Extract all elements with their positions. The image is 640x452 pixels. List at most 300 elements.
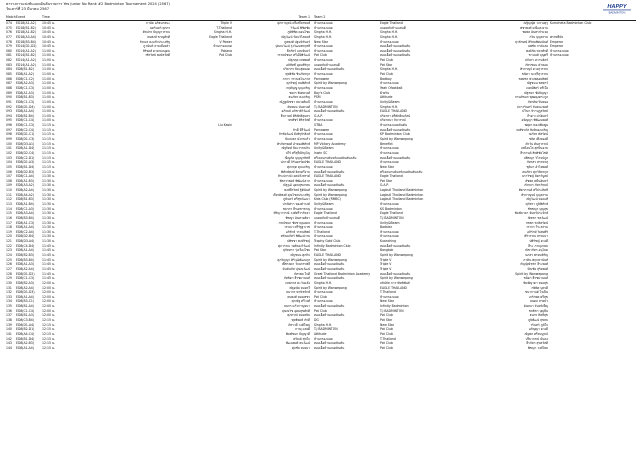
team2-player-a: เหมือนใจ สุกปิ่นฉาย [521,146,548,151]
match-time: 11:00 น. [42,62,55,67]
team1-player-b: ภากร วรรณธโนภาส [282,76,310,81]
team1-club-b: บ้านกรองแบด [314,99,333,104]
team2-club-a: Unity&Beam [380,220,400,225]
match-number: 122 [6,243,12,248]
team2-club-a: Pot Club [380,58,393,63]
team1-player-b: ธีรภาคย์ ศิริศักดิ์สุนทร [280,113,310,118]
team1-player-b: ธนภัทร คงเจริญ [288,95,310,100]
team2-club-a: Badboy [380,76,392,81]
team2-player-a: ชนากานต์ ใจเย็น [525,290,548,295]
team2-club-a: Logbull Thailand Badminton [380,192,424,197]
event-code: ED14(A1-A2) [16,48,36,53]
team2-club-a: Spirit by Wanwepong [380,276,413,281]
team1-club-b: Eagle Thailand [314,211,337,216]
team2-player-a: พิชญา วงศ์ไทย [527,345,548,350]
match-time: 11:00 น. [42,81,55,86]
team2-player-a: ภัทรดิษ ปิ่นทอง [527,99,548,104]
team2-player-a: ศุภัสรา ภูมิพิทักษ์ [525,201,548,206]
event-code: ED8(A1-A2) [16,72,34,77]
team1-club-b: Singha H.H. [314,30,333,35]
match-number: 092 [6,104,12,109]
match-number: 124 [6,253,12,258]
team1-player-b: ศรัณยภัทร์ พิพัฒน์วาย [280,234,310,239]
match-time: 11:45 น. [42,253,55,258]
team1-club-b: GTBA [314,123,323,128]
team1-player-b: ศุภวิญญา ศิริวุฒิพัฒนกุล [277,257,310,262]
match-number: 141 [6,331,12,336]
team2-club-a: Eagle Thailand [380,174,403,179]
match-time: 11:00 น. [42,53,55,58]
match-time: 11:15 น. [42,137,55,142]
team2-player-a: อนิญญา พิพัฒนพงศ์ [521,118,548,123]
team1-player-b: ศิริญาวรรณ์ วงศ์ศรีวรกิจจา [273,211,310,216]
match-time: 12:00 น. [42,285,55,290]
team2-player-a: ภีรดา เปาอินทร์ [527,113,548,118]
match-time: 11:30 น. [42,234,55,239]
event-code: ED8(A1-B3) [16,178,34,183]
event-code: ED8(B1-D4) [16,164,35,169]
match-time: 11:30 น. [42,192,55,197]
team1-player-b: ดิษยมน นันทวงศ์ [287,104,310,109]
match-number: 076 [6,30,12,35]
match-number: 123 [6,248,12,253]
team2-player-a: ปภังกร หวานจิตร์ [524,58,548,63]
team2-club-a: EAGLE THAILAND [380,285,407,290]
document-header [6,2,170,11]
team1-club-b: EAGLE THAILAND [314,160,341,165]
match-time: 11:15 น. [42,155,55,160]
event-code: ED18(B1-B2) [16,25,36,30]
team2-player-a: กัญญ์ณัชชา ธีระพงศ์ [520,262,548,267]
team1-player-b: พัฒนพงศ์ ธนวัฒน์ [285,341,310,346]
match-time: 11:30 น. [42,197,55,202]
match-number: 110 [6,188,12,193]
match-time: 10:45 น. [42,34,55,39]
match-time: 11:30 น. [42,188,55,193]
match-time: 12:00 น. [42,304,55,309]
event-code: ED8(C4-D4) [16,243,35,248]
match-number: 112 [6,197,12,202]
event-code: ED8(C1-C4) [16,118,35,123]
team2-club-a: Logbull Thailand Badminton [380,197,424,202]
team1-player-b: ณัฐดนัย ทองทวี [289,285,310,290]
team2-player-a: ณพัชรภัส สิงห์ทองเจริญ [516,127,548,132]
team2-club-b: บ้านกรองแบด [550,53,569,58]
match-time: 10:45 น. [42,30,55,35]
match-time: 11:15 น. [42,127,55,132]
team1-player-a: ศิลปกร ปัญญาวรรณ [142,30,170,35]
team2-player-a: ธีรกานต์ สิทธิชัยโชติ [520,150,548,155]
match-number: 128 [6,271,12,276]
match-number: 095 [6,118,12,123]
team1-player-b: พุทธิชัย ชินภัทรกุล [285,72,310,77]
team2-club-a: บ้านกรองแบด [380,150,399,155]
team1-club-b: Pot Club [314,294,327,299]
team2-club-a: New Star [380,322,395,327]
team1-club-b: Spirit by Wanwepong [314,188,347,193]
team2-player-a: ชยพชร พวงพลอยทิพย์ [518,76,548,81]
header-event: Event [16,15,26,19]
event-code: ED14(B1-B2) [16,53,36,58]
match-number: 088 [6,85,12,90]
match-time: 11:15 น. [42,132,55,137]
team1-club-b: EAGLE THAILAND [314,174,341,179]
team1-player-b: ปุณณวัฒน์ รุ่งวัฒนพรฤทธิ์ [275,44,310,49]
team2-club-a: บ้านกรองแบด [380,234,399,239]
team2-player-a: ปภาวรินทร์ จันทนะพงศ์ [516,104,548,109]
match-number: 104 [6,160,12,165]
team2-player-a: ธนภัทร ศุภวิจิตรกุล [522,169,548,174]
header-team2: Team 2 [314,15,326,19]
team1-player-a: สิริพงษ์ ดวงกมลอุดม [142,48,170,53]
team1-player-b: ปาณิศรา ทองคำวงค์ [282,201,310,206]
team2-player-a: กวิน บุญธรรม [529,34,548,39]
team1-player-b: ภูตพงศ์ ปฐมนิรันดร์ [284,39,310,44]
match-number: 109 [6,183,12,188]
team2-player-a: ปวีณา จิรานุกูลวิทย์ [522,109,548,114]
match-time: 11:15 น. [42,160,55,165]
team1-club-a: Pot Club [219,53,232,58]
team1-club-b: Spirit by Wanwepong [314,192,347,197]
event-code: ED8(D2-C4) [16,150,35,155]
team2-player-a: ภาคิน พฤกษานันท์ [523,257,548,262]
team2-club-a: Singha H.H. [380,67,399,72]
team2-player-a: สุวลักษณ์ ศิริสมพิศอนันต์ [515,39,548,44]
team2-club-a: บ้านกรองแบด [380,294,399,299]
team2-club-a: T.J BADMINTON [380,308,404,313]
team1-club-b: Infinity Badminton Club [314,243,351,248]
team1-club-b: ทองเอื้อบ้านแบดมินตัน [314,169,345,174]
team1-player-b: พุทธิพงษ์ ภักดี [291,318,310,322]
team2-club-a: T.Thailand [380,290,396,295]
team2-club-a: Pot Club [380,341,393,346]
team2-player-a: ชลิต เพ็งทองดี [528,137,548,142]
team1-player-b: วรรธน์ชนก ศรีเอีย์ธิรัฒน์ [277,53,310,58]
event-code: ED8(D1-D4) [16,104,35,109]
team1-club-a [172,346,234,351]
team2-club-a: ทองเอื้อบ้านแบดมินตัน [380,271,411,276]
event-code: ED8(A1-A3) [16,90,34,95]
match-time: 10:45 น. [42,39,55,44]
team1-player-b: พรพัชร์ ศิริสวัสดิ์ [288,118,310,123]
event-code: ED8(D2-B3) [16,169,35,174]
match-time: 11:30 น. [42,239,55,244]
team2-club-a: Yeah Ofootball [380,85,403,90]
team1-player-b: จิรชัยวัฒน์ ยิ่งพิรุจิรสิงห์ [279,132,310,137]
team2-club-a: Kuanching [380,239,397,244]
match-time: 12:00 น. [42,308,55,313]
team2-player-a: ศิริวรรณ ธรรมมา [524,234,548,239]
team2-player-a: พงศ์ภัค ขจรศักดิ์ [525,48,548,53]
team1-player-b: ปุณณวิช อุดมสุขศักดิ์ [281,308,310,313]
match-number: 133 [6,294,12,299]
team1-club-b: บ้านกรองแบด [314,234,333,239]
event-code: ED8(A2-A4) [16,266,34,271]
team2-player-a: ชานนท์ บุญศรี [528,53,548,58]
event-code: ED8(A1-D4) [16,146,35,151]
event-code: ED8(D3-A4) [16,239,35,244]
match-number: 117 [6,220,12,225]
event-code: ED8(B1-A3) [16,313,34,318]
team1-club-b: Pornawee [314,127,330,132]
match-number: 099 [6,137,12,142]
header-match: Match [6,15,16,19]
match-time: 11:30 น. [42,201,55,206]
match-time: 11:30 น. [42,183,55,188]
team2-player-a: ภูมิพัฒน์ สุขสม [528,318,548,322]
team1-club-b: ทองเอื้อบ้านแบดมินตัน [314,276,345,281]
team1-club-b: บ้านกรองแบด [314,220,333,225]
team2-player-a: อภิรักษ์ วิเศษศิริ [527,229,548,234]
team2-club-a: Singha H.H. [380,104,399,109]
team2-club-a: New Star [380,164,395,169]
team2-club-a: บ้านกรองแบด [380,229,399,234]
team1-player-a: วชิรวิทย์ พงษ์สวัสดิ์ [144,53,170,58]
team2-player-a: ณัฐชนน พลพาร์ [526,81,548,86]
team2-club-a: Pot Club [380,327,393,332]
match-number: 100 [6,141,12,146]
event-code: ED8(B1-B3) [16,95,34,100]
match-time: 11:00 น. [42,104,55,109]
match-number: 137 [6,313,12,318]
match-number: 096 [6,123,12,128]
match-number: 103 [6,155,12,160]
team2-club-a: ทองเอื้อบ้านแบดมินตัน [380,243,411,248]
team2-player-a: ธัชพล หมื่นอินทร์ [525,178,548,183]
event-code: ED8(D1-D3) [16,290,35,295]
match-time: 11:15 น. [42,123,55,128]
team2-player-a: ปพิชญา วิโรจน์กูล [523,155,548,160]
team1-club-b: บ้านกรองแบด [314,164,333,169]
team2-club-a: Singha H.H. [380,34,399,39]
match-time: 11:30 น. [42,225,55,230]
event-code: ED8(C1-C3) [16,123,35,128]
team1-club-b: บ้านกรองแบด [314,118,333,123]
team2-player-a: ศิรกาญจ์ ดวงสุวรรณ [520,67,548,72]
team2-club-a: G.A.P. [380,183,389,188]
team1-player-b: ภิรตี คีรีวัฒน์ [292,127,310,132]
event-code: ED8(A1-A4) [16,345,34,350]
event-code: ED8(D1-C1) [16,132,35,137]
team2-player-a: ชนิตา ณ ศรีสุวรรณ [521,72,548,77]
team2-club-a: New Star [380,299,395,304]
event-code: ED14(A1-A2) [16,62,36,67]
match-number: 126 [6,262,12,267]
document-title: ตารางการแข่งขันแบดมินตันรายการ Yes Junior No Rank #2 Badminton Tournament 2024 (2567) [6,2,170,6]
match-number: 140 [6,327,12,332]
match-number: 090 [6,95,12,100]
team1-player-b: ธนกร แก้วกาญจนา [283,304,310,309]
match-number: 085 [6,72,12,77]
match-number: 113 [6,201,12,206]
team1-club-b: บ้านกรองแบด [314,132,333,137]
event-code: ED8(A2-A4) [16,285,34,290]
match-time: 12:00 น. [42,294,55,299]
team1-player-b: อภิสิทธิ์ อุดมสิริกุล [286,62,310,67]
team2-club-a: Badstar [380,225,392,230]
match-number: 127 [6,266,12,271]
match-number: 075 [6,25,12,30]
team1-player-b: สุภัททรา รุ่งเรืองไชย [282,248,310,253]
team1-club-b: Unity&Beam [314,146,334,151]
team1-player-b: ภัทรวดี วงศ์ใหญ่ [288,322,310,327]
team2-club-a: Logbull Thailand Badminton [380,188,424,193]
team1-player-b: ภัทรพล ใจดี [294,271,310,276]
team2-player-a: ภัทรชนน คำหอม [525,62,548,67]
team2-player-a: กษิดิศ บุตรดี [531,285,548,290]
match-time: 11:00 น. [42,99,55,104]
event-code: ED8(B3-C1) [16,299,35,304]
match-time: 12:15 น. [42,341,55,346]
team2-club-a: Eagle Thailand [380,21,403,25]
match-number: 116 [6,215,12,220]
event-code: ED8(C3-B4) [16,318,34,322]
team1-player-b: ณัฐกิตต์ ปิยะวรรณกิจ [281,146,310,151]
match-number: 138 [6,318,12,322]
match-time: 11:00 น. [42,85,55,90]
team1-player-a: ภูวนันท์ ลายเมืองคำ [143,44,170,49]
match-time: 11:00 น. [42,95,55,100]
happy-badminton-logo [600,2,634,15]
team2-player-a: กานต์ชนก พุลผดุงตระกูล [514,95,548,100]
match-number: 082 [6,58,12,63]
event-code: ED8(A1-C3) [16,220,35,225]
match-time: 11:45 น. [42,248,55,253]
event-code: ED8(C1-C3) [16,276,35,281]
team1-player-b: ธนากร พานิชรักษ์ [286,290,310,295]
svg-text:HAPPY: HAPPY [607,4,627,10]
match-number: 144 [6,345,12,350]
team2-club-a: ทองเอื้อบ้านแบดมินตัน [380,155,411,160]
team2-club-a: บ้านกรองแบด [380,160,399,165]
match-number: 139 [6,322,12,327]
team1-club-b: บ้านกรองแบด [314,25,333,30]
team2-player-a: ภัทรสร ทรรพวสุ [526,160,548,165]
match-number: 081 [6,53,12,58]
team2-club-a: Pot Club [380,345,393,350]
match-time: 11:30 น. [42,220,55,225]
team1-player-b: ศิรภัทรพงศ์ อำทองพิทักษ์ [277,141,310,146]
team1-club-a: V Power [219,39,232,44]
team2-player-a: ภัทรภร ภัทรภิรมย์ [524,183,548,188]
team1-club-b: Unity&Beam [314,201,334,206]
team2-player-a: ตัรวัน ตันสุวรรณ์ [525,141,548,146]
match-time: 10:45 น. [42,44,55,49]
match-time: 11:45 น. [42,271,55,276]
team2-club-a: ทองเอื้อบ้านแบดมินตัน [380,44,411,49]
team2-club-a: Infinity Badminton [380,304,409,309]
team2-player-a: พชรพงศ์ มณีแสงงาม [520,25,548,30]
event-code: ED18(B3-B4) [16,39,36,44]
team2-player-a: นราวิชญ์ มิตรวิบูลย์ [521,174,548,179]
team1-player-b: ศุภกรณ์ ทองหยิบ [287,313,310,318]
match-number: 105 [6,164,12,169]
match-time: 11:00 น. [42,76,55,81]
document-date: วันเสาร์ที่ 23 มีนาคม 2567 [6,6,49,11]
team1-club-b: Singha H.H. [314,34,333,39]
team2-club-a: Pot Star [380,178,393,183]
match-number: 094 [6,113,12,118]
team2-club-a: Attitude [380,95,393,100]
team2-club-a: KS Badminton [380,206,402,211]
team1-player-a: ภานัท อภิธนาธนะ [145,21,170,25]
team1-club-b: Pot Star [314,248,327,253]
team1-club-b: DG [314,318,319,322]
team2-club-a: Pot Club [380,331,393,336]
team2-club-b: บ้านกรองแบด [550,48,569,53]
team1-player-b: กฤตัญญู บุญเจริญ [286,85,310,90]
match-number: 129 [6,276,12,281]
team1-club-b: บ้านกรองแบด [314,21,333,25]
match-time: 11:15 น. [42,141,55,146]
event-code: ED8(C1-A4) [16,174,34,179]
event-code: ED8(A1-A4) [16,225,34,230]
match-time: 11:00 น. [42,109,55,114]
event-code: ED8(B1-A4) [16,304,34,309]
match-number: 132 [6,290,12,295]
team2-player-a: ศิรกาญจน์ บุญธรรม [521,192,548,197]
team2-player-a: ศิตากานต์ ศรีประสิทธิ์ [518,188,548,193]
team2-club-a: ปริยาธนา ภิลวรรณ์ [380,118,406,123]
header-team1: Team 1 [298,15,310,19]
match-time: 12:15 น. [42,322,55,327]
match-number: 086 [6,76,12,81]
team1-club-b: Boy's Club [314,90,331,95]
match-number: 074 [6,21,12,25]
team2-club-a: KP Badminton Club [380,132,410,137]
event-code: ED8(C2-D1) [16,155,35,160]
team2-club-a: EAGLE THAILAND [380,109,407,114]
team2-club-a: บ้านกรองแบด [380,146,399,151]
team2-player-a: ชนิดา ธีรชยานนท์ [523,276,548,281]
event-code: ED8(B1-B3) [16,197,34,202]
match-number: 134 [6,299,12,304]
match-number: 118 [6,225,12,230]
team1-club-a: Triple V [220,21,232,25]
event-code: ED8(D2-B4) [16,234,35,239]
team1-club-b: แบดคลับบ้านแสนดี [314,215,340,220]
event-code: ED8(A1-A4) [16,294,34,299]
team2-club-a: บ้านกรองแบด [380,39,399,44]
team1-club-b: บ้านกรองแบด [314,225,333,230]
event-code: ED8(B3-B4) [16,215,34,220]
team1-player-b: ศรัณย์ สุขใจ [293,336,310,341]
team1-club-a: T.Thailand [216,25,232,30]
team2-player-a: อังคณา จันทร์เพ็ญ [523,304,548,309]
match-time: 11:45 น. [42,257,55,262]
match-time: 11:00 น. [42,48,55,53]
team1-player-b: วิวัฒน์ พิชิตชัย [290,25,310,30]
match-number: 115 [6,211,12,216]
team2-club-a: Pot Club [380,72,393,77]
team2-club-b: Emperor [550,39,564,44]
team2-player-a: ณิชาภัทร อนุโยค [525,248,548,253]
team2-player-a: เกริกพล ศรีสุข [528,294,548,299]
team2-club-a: T.J BADMINTON [380,215,404,220]
team2-club-a: Triple V [380,262,392,267]
team1-player-b: ปพิชชา พงษ์วิชญ์ [287,239,310,244]
team2-club-a: Benefict [380,141,393,146]
team2-club-a: ทองเอื้อบ้านแบดมินตัน [380,53,411,58]
team2-player-a: ณฐิญญ์ธ วงรวงศุรุ [523,21,548,25]
match-time: 12:15 น. [42,331,55,336]
event-code: ED8(C1-C3) [16,85,35,90]
team2-club-a: บ้านกรองแบด [380,81,399,86]
team2-club-a: ลลิน์ลัส ภาวาสิทธิพันธ์ [380,280,410,285]
team1-club-b: Trophy Gold Club [314,239,341,244]
match-number: 135 [6,304,12,309]
team1-club-b: G.A.P. [314,113,323,118]
